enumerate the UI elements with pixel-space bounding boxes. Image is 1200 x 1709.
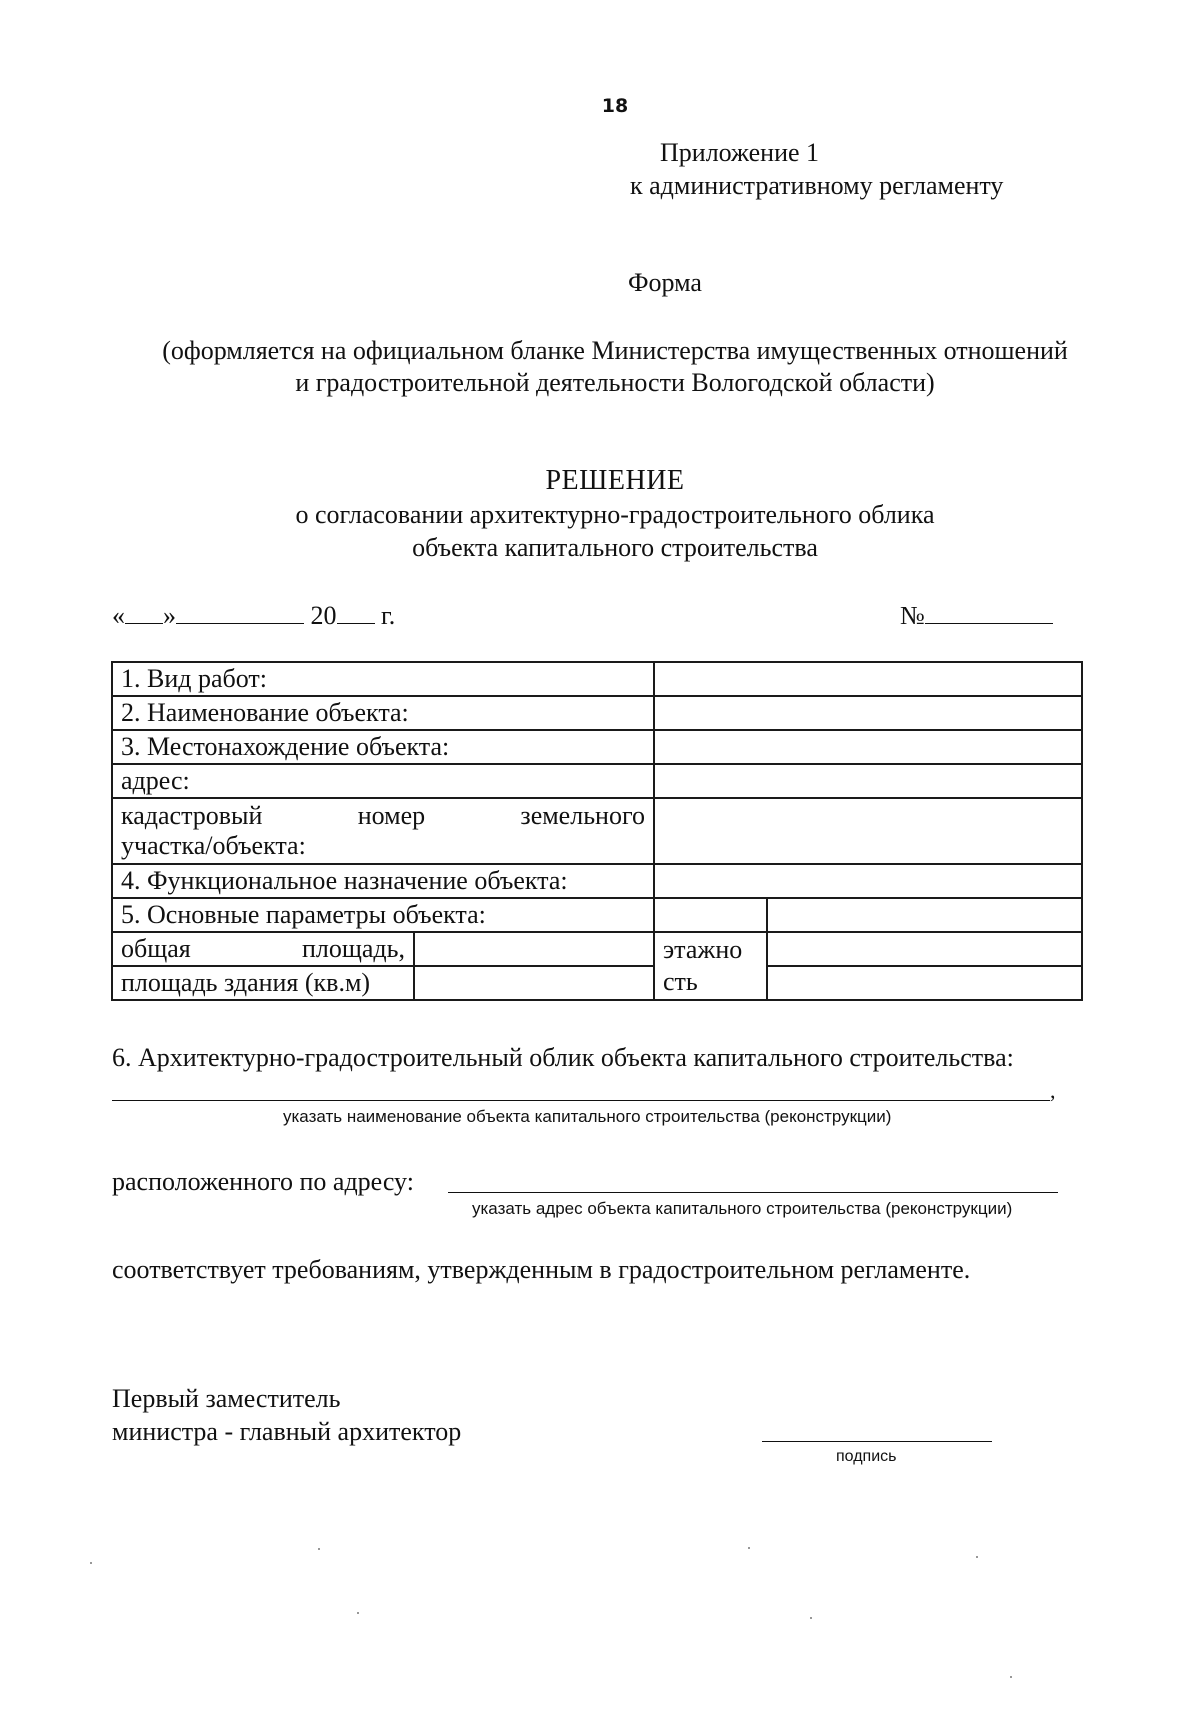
- parameters-value-1[interactable]: [654, 898, 767, 932]
- table-row: [112, 696, 1082, 730]
- year-suffix: г.: [381, 601, 396, 630]
- form-label: Форма: [628, 268, 702, 297]
- object-location-label: 3. Местонахождение объекта:: [112, 730, 654, 764]
- table-row: [112, 730, 1082, 764]
- date-field[interactable]: [112, 599, 395, 631]
- function-label: 4. Функциональное назначение объекта:: [112, 864, 654, 898]
- table-row: [112, 898, 1082, 932]
- total-area-value[interactable]: [414, 932, 654, 966]
- function-value[interactable]: [654, 864, 1082, 898]
- object-name-comma: ,: [1050, 1078, 1056, 1103]
- address-blank[interactable]: [448, 1192, 1058, 1193]
- document-subtitle-line1: о согласовании архитектурно-градостроительного облика: [295, 500, 935, 529]
- cadastral-number-value[interactable]: [654, 798, 1082, 864]
- area-word-2: площадь,: [301, 934, 405, 963]
- object-name-label: 2. Наименование объекта:: [112, 696, 654, 730]
- object-name-hint: указать наименование объекта капитального строительства (реконструкции): [283, 1107, 892, 1126]
- page-number: 18: [601, 95, 629, 117]
- annex-reference: к административному регламенту: [630, 171, 1004, 200]
- cadastral-number-label: [112, 798, 654, 864]
- object-name-blank[interactable]: [112, 1100, 1050, 1101]
- date-close-quote: »: [163, 601, 176, 630]
- signature-blank[interactable]: [762, 1441, 992, 1442]
- floors-value-2[interactable]: [767, 966, 1082, 1000]
- compliance-statement: соответствует требованиям, утвержденным в градостроительном регламенте.: [112, 1255, 971, 1284]
- document-subtitle-line2: объекта капитального строительства: [412, 533, 818, 562]
- document-title: РЕШЕНИЕ: [545, 465, 685, 496]
- number-sign: №: [900, 601, 925, 630]
- floors-label-line1: этажно: [663, 935, 743, 964]
- signature-hint: подпись: [836, 1448, 897, 1465]
- object-name-value[interactable]: [654, 696, 1082, 730]
- cadastral-word-3: земельного: [520, 801, 645, 830]
- letterhead-note-line2: и градостроительной деятельности Вологодской области): [295, 368, 935, 397]
- parameters-value-2[interactable]: [767, 898, 1082, 932]
- scan-speck: [1010, 1676, 1012, 1678]
- parameters-label: 5. Основные параметры объекта:: [112, 898, 654, 932]
- table-row: [112, 932, 1082, 966]
- letterhead-note-line1: (оформляется на официальном бланке Министерства имущественных отношений: [162, 336, 1068, 365]
- address-label: адрес:: [112, 764, 654, 798]
- decision-number-field[interactable]: [900, 599, 1053, 631]
- building-area-label: площадь здания (кв.м): [112, 966, 414, 1000]
- month-blank[interactable]: [176, 599, 304, 624]
- scan-speck: [976, 1556, 978, 1558]
- table-row: [112, 798, 1082, 864]
- annex-title: Приложение 1: [660, 138, 820, 167]
- address-value[interactable]: [654, 764, 1082, 798]
- date-open-quote: «: [112, 601, 125, 630]
- table-row: [112, 864, 1082, 898]
- building-area-value[interactable]: [414, 966, 654, 1000]
- cadastral-word-2: номер: [357, 801, 426, 830]
- day-blank[interactable]: [125, 599, 163, 624]
- cadastral-label-line2: участка/объекта:: [121, 831, 306, 860]
- cadastral-word-1: кадастровый: [121, 801, 263, 830]
- scan-speck: [90, 1562, 92, 1564]
- object-location-value[interactable]: [654, 730, 1082, 764]
- scan-speck: [318, 1548, 320, 1550]
- area-label: [112, 932, 414, 966]
- located-at-label: расположенного по адресу:: [112, 1167, 414, 1196]
- scan-speck: [357, 1612, 359, 1614]
- table-row: [112, 764, 1082, 798]
- signatory-position-line2: министра - главный архитектор: [112, 1417, 462, 1446]
- table-row: [112, 662, 1082, 696]
- scan-speck: [810, 1617, 812, 1619]
- address-hint: указать адрес объекта капитального строительства (реконструкции): [472, 1199, 1013, 1218]
- object-info-table: [111, 661, 1083, 1001]
- number-blank[interactable]: [925, 599, 1053, 624]
- scan-speck: [748, 1547, 750, 1549]
- signatory-position-line1: Первый заместитель: [112, 1384, 341, 1413]
- area-word-1: общая: [121, 934, 191, 963]
- work-type-value[interactable]: [654, 662, 1082, 696]
- table-row: [112, 966, 1082, 1000]
- section-6-heading: 6. Архитектурно-градостроительный облик объекта капитального строительства:: [112, 1043, 1014, 1072]
- work-type-label: 1. Вид работ:: [112, 662, 654, 696]
- year-prefix: 20: [310, 601, 337, 630]
- floors-value-1[interactable]: [767, 932, 1082, 966]
- floors-label: [654, 932, 767, 1000]
- year-blank[interactable]: [337, 599, 375, 624]
- floors-label-line2: сть: [663, 967, 698, 996]
